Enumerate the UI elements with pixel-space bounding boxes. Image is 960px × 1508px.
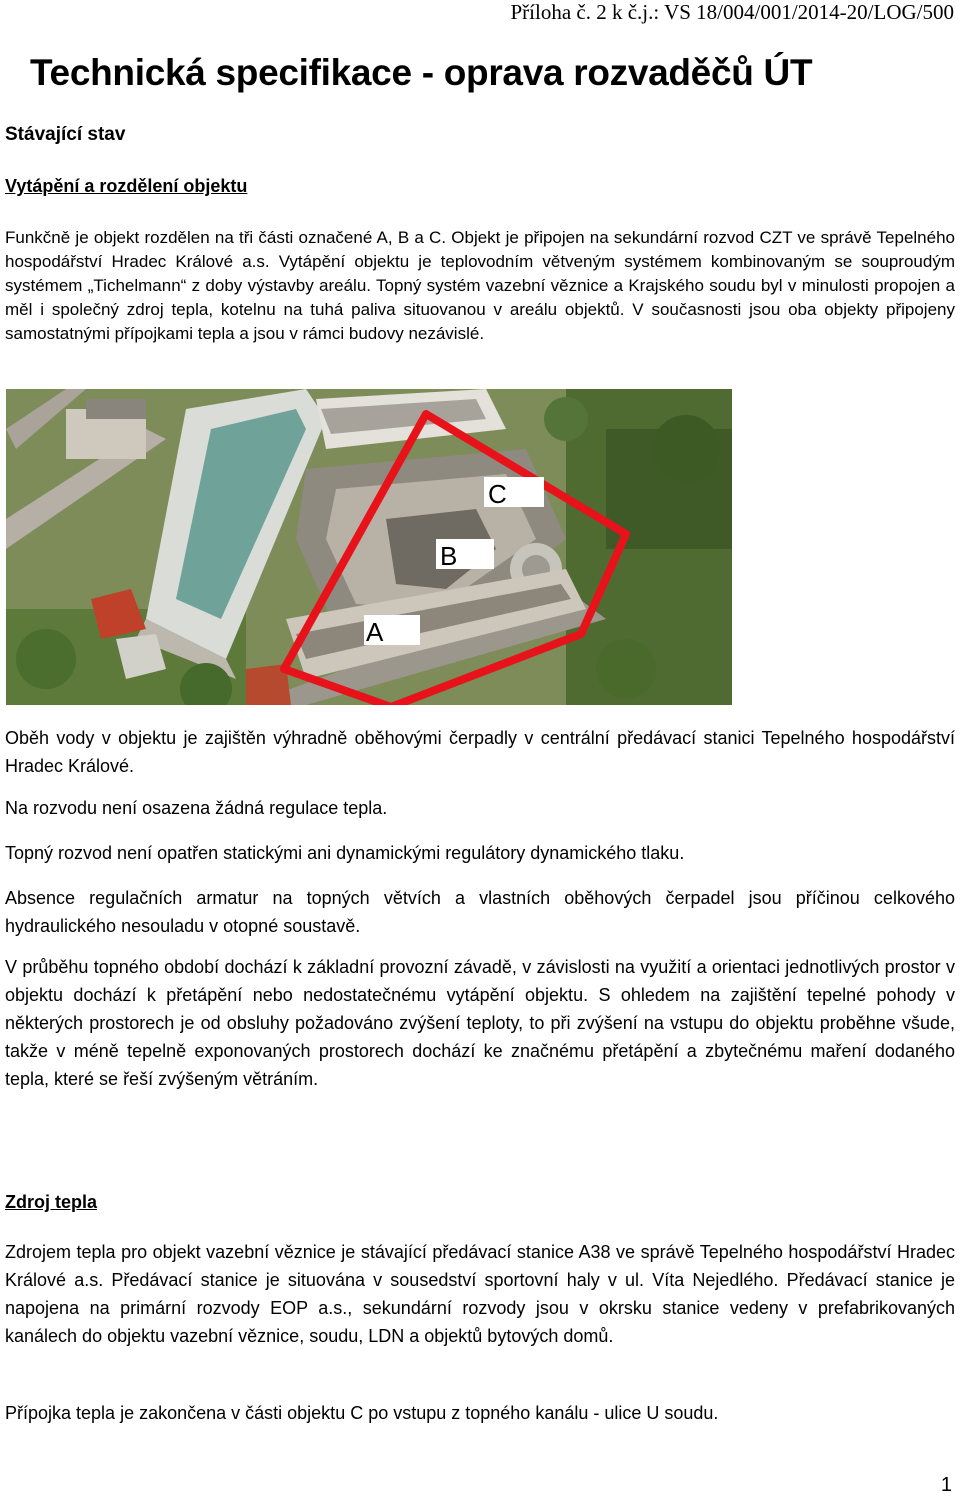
page-number: 1 bbox=[940, 1474, 952, 1496]
paragraph-water-circulation: Oběh vody v objektu je zajištěn výhradně oběhovými čerpadly v centrální předávací stanici Tepelného hospodářství Hradec Králové. bbox=[5, 728, 955, 776]
section-heading-heat-source: Zdroj tepla bbox=[5, 1192, 98, 1212]
label-a: A bbox=[366, 617, 384, 647]
paragraph-building-division: Funkčně je objekt rozdělen na tři části označené A, B a C. Objekt je připojen na sekundární rozvod CZT ve správě Tepelného hospodářství Hradec Králové a.s. Vytápění objektu je teplovodním větveným systémem kombinovaným se souproudým systémem „Tichelmann“ z doby výstavby areálu. Topný systém vazební věznice a Krajského soudu byl v minulosti propojen a měl i společný zdroj tepla, kotelnu na tuhá paliva situovanou v areálu objektů. V současnosti jsou oba objekty připojeny samostatnými přípojkami tepla a jsou v rámci budovy nezávislé. bbox=[5, 228, 955, 343]
paragraph-heat-connection: Přípojka tepla je zakončena v části objektu C po vstupu z topného kanálu - ulice U soudu. bbox=[5, 1403, 719, 1423]
paragraph-no-regulation: Na rozvodu není osazena žádná regulace tepla. bbox=[5, 798, 388, 818]
aerial-photo-drawing bbox=[6, 389, 732, 705]
section-heading-current-state: Stávající stav bbox=[5, 124, 126, 145]
label-b: B bbox=[440, 541, 458, 571]
subheading-heating-division: Vytápění a rozdělení objektu bbox=[5, 176, 248, 196]
paragraph-no-regulators: Topný rozvod není opatřen statickými ani dynamickými regulátory dynamického tlaku. bbox=[5, 843, 685, 863]
page-title: Technická specifikace - oprava rozvaděčů ÚT bbox=[30, 52, 813, 93]
aerial-photo bbox=[6, 389, 732, 705]
paragraph-operating-fault: V průběhu topného období dochází k základní provozní závadě, v závislosti na využití a orientaci jednotlivých prostor v objektu dochází k přetápění nebo nedostatečnému vytápění objektu. S ohledem na zajištění tepelné pohody v některých prostorech je od obsluhy požadováno zvýšení teploty, to při zvýšení na vstupu do objektu proběhne všude, takže v méně tepelně exponovaných prostorech dochází ke značnému přetápění a zbytečnému maření dodaného tepla, které se řeší zvýšeným větráním. bbox=[5, 957, 955, 1089]
annex-reference: Příloha č. 2 k č.j.: VS 18/004/001/2014-20/LOG/500 bbox=[510, 0, 954, 24]
label-c: C bbox=[488, 479, 507, 509]
paragraph-hydraulic-imbalance: Absence regulačních armatur na topných větvích a vlastních oběhových čerpadel jsou příčinou celkového hydraulického nesouladu v otopné soustavě. bbox=[5, 888, 955, 936]
paragraph-heat-source: Zdrojem tepla pro objekt vazební věznice je stávající předávací stanice A38 ve správě Tepelného hospodářství Hradec Králové a.s. Předávací stanice je situována v sousedství sportovní haly v ul. Víta Nejedlého. Předávací stanice je napojena na primární rozvody EOP a.s., sekundární rozvody jsou v okrsku stanice vedeny v prefabrikovaných kanálech do objektu vazební věznice, soudu, LDN a objektů bytových domů. bbox=[5, 1242, 955, 1346]
